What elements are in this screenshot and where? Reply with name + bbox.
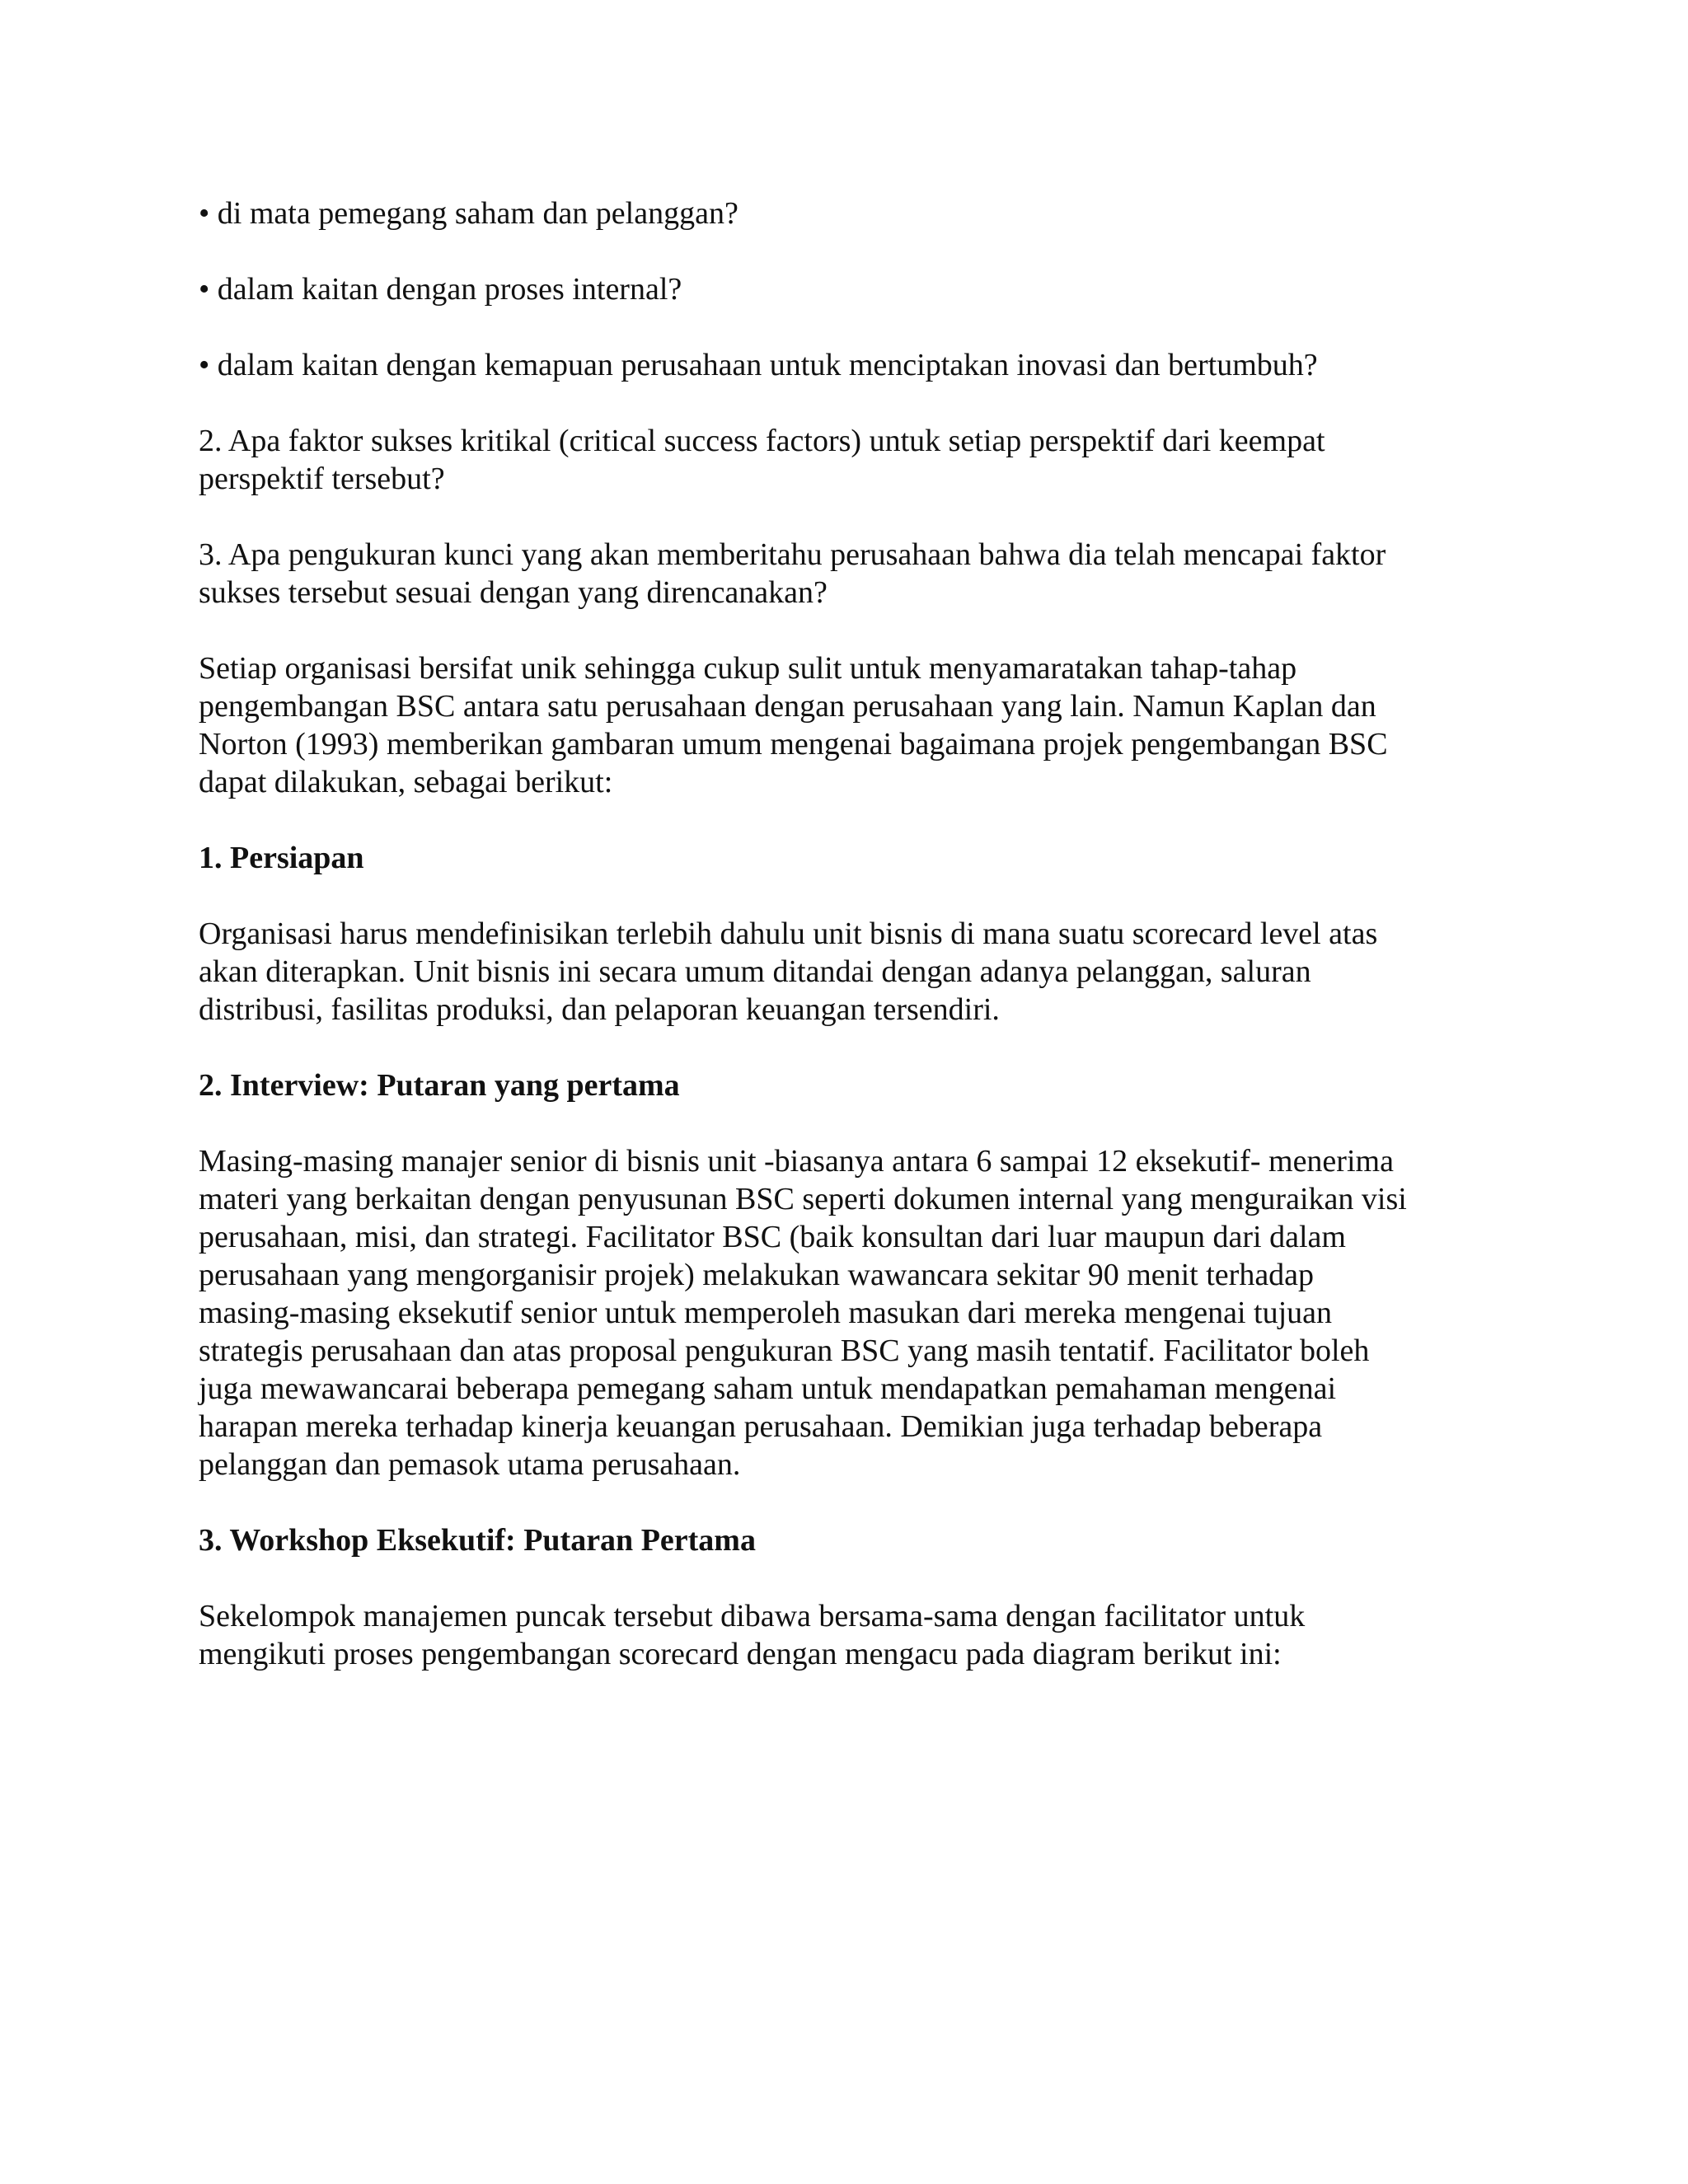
question-2 xyxy=(199,422,1501,498)
section-3-paragraph xyxy=(199,1597,1501,1673)
text-line: Sekelompok manajemen puncak tersebut dibawa bersama-sama dengan facilitator untuk xyxy=(199,1599,1306,1633)
bullet-text: • di mata pemegang saham dan pelanggan? xyxy=(199,196,738,231)
text-line: Norton (1993) memberikan gambaran umum mengenai bagaimana projek pengembangan BSC xyxy=(199,727,1388,762)
text-line: 3. Apa pengukuran kunci yang akan memberitahu perusahaan bahwa dia telah mencapai faktor xyxy=(199,537,1386,572)
text-line: dapat dilakukan, sebagai berikut: xyxy=(199,765,613,799)
text-line: pelanggan dan pemasok utama perusahaan. xyxy=(199,1447,741,1482)
text-line: Masing-masing manajer senior di bisnis unit -biasanya antara 6 sampai 12 eksekutif- menerima xyxy=(199,1144,1394,1179)
text-line: strategis perusahaan dan atas proposal pengukuran BSC yang masih tentatif. Facilitator boleh xyxy=(199,1333,1370,1368)
section-1-paragraph xyxy=(199,915,1501,1029)
heading-text: 2. Interview: Putaran yang pertama xyxy=(199,1068,680,1103)
text-line: pengembangan BSC antara satu perusahaan dengan perusahaan yang lain. Namun Kaplan dan xyxy=(199,689,1376,724)
text-line: perspektif tersebut? xyxy=(199,462,445,496)
section-2-paragraph xyxy=(199,1142,1501,1483)
bullet-item xyxy=(199,270,1501,308)
question-3 xyxy=(199,536,1501,612)
text-line: harapan mereka terhadap kinerja keuangan perusahaan. Demikian juga terhadap beberapa xyxy=(199,1409,1323,1444)
intro-paragraph xyxy=(199,649,1501,801)
text-line: distribusi, fasilitas produksi, dan pelaporan keuangan tersendiri. xyxy=(199,992,1000,1027)
section-heading-workshop xyxy=(199,1521,1501,1559)
document-body xyxy=(199,194,1501,1711)
section-heading-interview xyxy=(199,1066,1501,1104)
bullet-text: • dalam kaitan dengan proses internal? xyxy=(199,272,682,307)
text-line: 2. Apa faktor sukses kritikal (critical success factors) untuk setiap perspektif dari keempat xyxy=(199,424,1325,458)
text-line: akan diterapkan. Unit bisnis ini secara umum ditandai dengan adanya pelanggan, saluran xyxy=(199,954,1311,989)
text-line: perusahaan, misi, dan strategi. Facilitator BSC (baik konsultan dari luar maupun dari dalam xyxy=(199,1220,1346,1254)
bullet-item xyxy=(199,346,1501,384)
text-line: perusahaan yang mengorganisir projek) melakukan wawancara sekitar 90 menit terhadap xyxy=(199,1258,1315,1292)
text-line: materi yang berkaitan dengan penyusunan BSC seperti dokumen internal yang menguraikan visi xyxy=(199,1182,1407,1216)
text-line: Setiap organisasi bersifat unik sehingga cukup sulit untuk menyamaratakan tahap-tahap xyxy=(199,651,1297,686)
bullet-text: • dalam kaitan dengan kemapuan perusahaan untuk menciptakan inovasi dan bertumbuh? xyxy=(199,348,1318,382)
text-line: juga mewawancarai beberapa pemegang saham untuk mendapatkan pemahaman mengenai xyxy=(199,1371,1337,1406)
text-line: sukses tersebut sesuai dengan yang direncanakan? xyxy=(199,575,828,610)
text-line: Organisasi harus mendefinisikan terlebih dahulu unit bisnis di mana suatu scorecard level atas xyxy=(199,916,1378,951)
text-line: mengikuti proses pengembangan scorecard dengan mengacu pada diagram berikut ini: xyxy=(199,1637,1282,1671)
heading-text: 1. Persiapan xyxy=(199,841,364,875)
text-line: masing-masing eksekutif senior untuk memperoleh masukan dari mereka mengenai tujuan xyxy=(199,1296,1332,1330)
heading-text: 3. Workshop Eksekutif: Putaran Pertama xyxy=(199,1523,756,1558)
bullet-item xyxy=(199,194,1501,232)
section-heading-persiapan xyxy=(199,839,1501,877)
